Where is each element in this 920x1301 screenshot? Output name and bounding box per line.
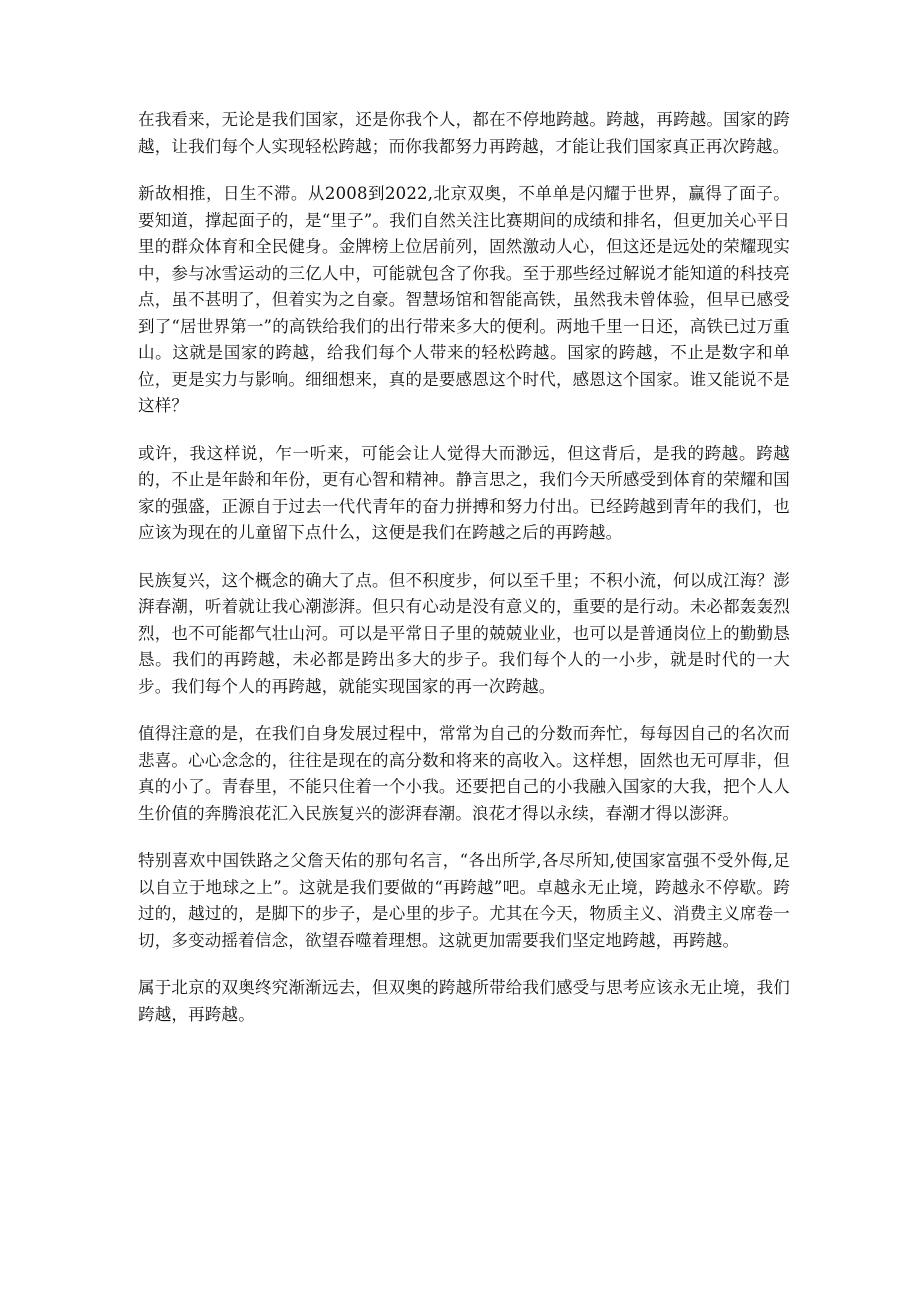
paragraph-3: 或许，我这样说，乍一听来，可能会让人觉得大而渺远，但这背后，是我的跨越。跨越的，不止是年龄和年份，更有心智和精神。静言思之，我们今天所感受到体育的荣耀和国家的强盛，正源自于过去一代代青年的奋力拼搏和努力付出。已经跨越到青年的我们，也应该为现在的儿童留下点什么，这便是我们在跨越之后的再跨越。 [138, 443, 790, 542]
paragraph-2: 新故相推，日生不滞。从2008到2022,北京双奥，不单单是闪耀于世界，赢得了面子。要知道，撑起面子的，是“里子”。我们自然关注比赛期间的成绩和排名，但更加关心平日里的群众体育和全民健身。金牌榜上位居前列，固然激动人心，但这还是远处的荣耀现实中，参与冰雪运动的三亿人中，可能就包含了你我。至于那些经过解说才能知道的科技亮点，虽不甚明了，但着实为之自豪。智慧场馆和智能高铁，虽然我未曾体验，但早已感受到了“居世界第一”的高铁给我们的出行带来多大的便利。两地千里一日还，高铁已过万重山。这就是国家的跨越，给我们每个人带来的轻松跨越。国家的跨越，不止是数字和单位，更是实力与影响。细细想来，真的是要感恩这个时代，感恩这个国家。谁又能说不是这样？ [138, 184, 790, 415]
paragraph-6: 特别喜欢中国铁路之父詹天佑的那句名言，“各出所学,各尽所知,使国家富强不受外侮,足以自立于地球之上”。这就是我们要做的“再跨越”吧。卓越永无止境，跨越永不停歇。跨过的，越过的，是脚下的步子，是心里的步子。尤其在今天，物质主义、消费主义席卷一切，多变动摇着信念，欲望吞噬着理想。这就更加需要我们坚定地跨越，再跨越。 [138, 851, 790, 950]
paragraph-1: 在我看来，无论是我们国家，还是你我个人，都在不停地跨越。跨越，再跨越。国家的跨越，让我们每个人实现轻松跨越；而你我都努力再跨越，才能让我们国家真正再次跨越。 [138, 110, 790, 156]
paragraph-4: 民族复兴，这个概念的确大了点。但不积度步，何以至千里；不积小流，何以成江海？澎湃春潮，听着就让我心潮澎湃。但只有心动是没有意义的，重要的是行动。未必都轰轰烈烈，也不可能都气壮山河。可以是平常日子里的兢兢业业，也可以是普通岗位上的勤勤恳恳。我们的再跨越，未必都是跨出多大的步子。我们每个人的一小步，就是时代的一大步。我们每个人的再跨越，就能实现国家的再一次跨越。 [138, 570, 790, 696]
paragraph-7: 属于北京的双奥终究渐渐远去，但双奥的跨越所带给我们感受与思考应该永无止境，我们跨越，再跨越。 [138, 978, 790, 1024]
document-body [138, 107, 790, 1049]
paragraph-5: 值得注意的是，在我们自身发展过程中，常常为自己的分数而奔忙，每每因自己的名次而悲喜。心心念念的，往往是现在的高分数和将来的高收入。这样想，固然也无可厚非，但真的小了。青春里，不能只住着一个小我。还要把自己的小我融入国家的大我，把个人人生价值的奔腾浪花汇入民族复兴的澎湃春潮。浪花才得以永续，春潮才得以澎湃。 [138, 724, 790, 823]
